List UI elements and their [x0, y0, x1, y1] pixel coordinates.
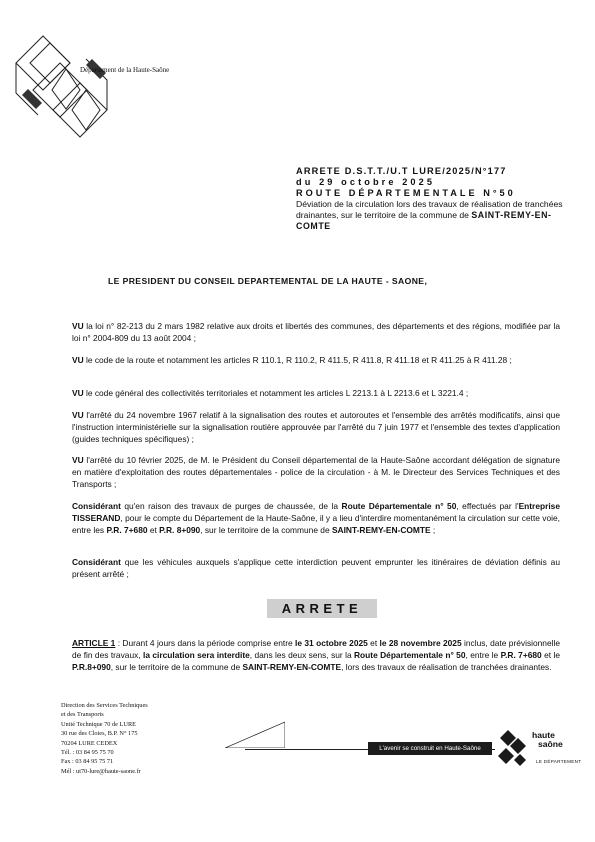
footer-triangle-decoration-icon — [225, 720, 285, 748]
department-logo-icon — [8, 33, 120, 143]
decree-description: Déviation de la circulation lors des travaux de réalisation de tranchées drainantes, sur le territoire de la commune de SAINT-REMY-EN-COMTE — [296, 199, 563, 231]
considerant-item: Considérant qu'en raison des travaux de purges de chaussée, de la Route Départementale n° 50, effectués par l'Entreprise TISSERAND, pour le compte du Département de la Haute-Saône, il y a lieu d'interdire momentanément la circulation sur cette voie, entre les P.R. 7+680 et P.R. 8+090, sur le territoire de la commune de SAINT-REMY-EN-COMTE ; — [72, 501, 560, 535]
department-name: Département de la Haute-Saône — [80, 66, 170, 74]
footer-slogan: L'avenir se construit en Haute-Saône — [368, 742, 492, 755]
visa-item: VU le code de la route et notamment les articles R 110.1, R 110.2, R 411.5, R 411.8, R 411.18 et R 411.25 à R 411.28 ; — [72, 355, 512, 365]
president-heading: LE PRESIDENT DU CONSEIL DEPARTEMENTAL DE LA HAUTE - SAONE, — [108, 276, 428, 286]
article-label: ARTICLE 1 — [72, 638, 116, 648]
departement-label: LE DÉPARTEMENT — [536, 759, 582, 764]
decree-date: du 29 octobre 2025 — [296, 177, 436, 187]
considerant-item: Considérant que les véhicules auxquels s'applique cette interdiction peuvent emprunter les itinéraires de déviation définis au présent arrêté ; — [72, 557, 560, 579]
visa-item: VU le code général des collectivités territoriales et notamment les articles L 2213.1 à L 2213.6 et L 3221.4 ; — [72, 388, 469, 398]
commune-name: SAINT-REMY-EN-COMTE — [296, 210, 552, 231]
haute-saone-logo-text: haute saône — [532, 730, 563, 749]
arrete-heading: ARRETE — [267, 599, 377, 618]
visa-item: VU l'arrêté du 10 février 2025, de M. le Président du Conseil départemental de la Haute-Saône accordant délégation de signature en matière d'exploitation des routes départementales - police de la circulation - à M. le Directeur des Services Techniques et des Transports ; — [72, 455, 560, 489]
visa-item: VU la loi n° 82-213 du 2 mars 1982 relative aux droits et libertés des communes, des départements et des régions, modifiée par la loi n° 2004-809 du 13 août 2004 ; — [72, 321, 560, 343]
visa-item: VU l'arrêté du 24 novembre 1967 relatif à la signalisation des routes et autoroutes et l'ensemble des arrêtés modificatifs, ainsi que l'instruction interministérielle sur la signalisation routière approuvée par l'arrêté du 7 juin 1977 et l'ensemble des textes d'application (guides techniques spécifiques) ; — [72, 410, 560, 444]
decree-title-block — [296, 166, 568, 232]
footer-address: Direction des Services Techniques et des Transports Unité Technique 70 de LURE 30 rue des Cloies, B.P. N° 175 70204 LURE CEDEX Tél. : 03 84 95 75 70 Fax : 03 84 95 75 71 Mél : ut70-lure@haute-saone.fr — [61, 702, 148, 775]
article-1: ARTICLE 1 : Durant 4 jours dans la période comprise entre le 31 octobre 2025 et le 28 novembre 2025 inclus, date prévisionnelle de fin des travaux, la circulation sera interdite, dans les deux sens, sur la Route Départementale n° 50, entre le P.R. 7+680 et le P.R.8+090, sur le territoire de la commune de SAINT-REMY-EN-COMTE, lors des travaux de réalisation de tranchées drainantes. — [72, 638, 560, 672]
road-name: ROUTE DÉPARTEMENTALE N°50 — [296, 188, 516, 198]
decree-reference: ARRETE D.S.T.T./U.T LURE/2025/N°177 — [296, 166, 507, 176]
